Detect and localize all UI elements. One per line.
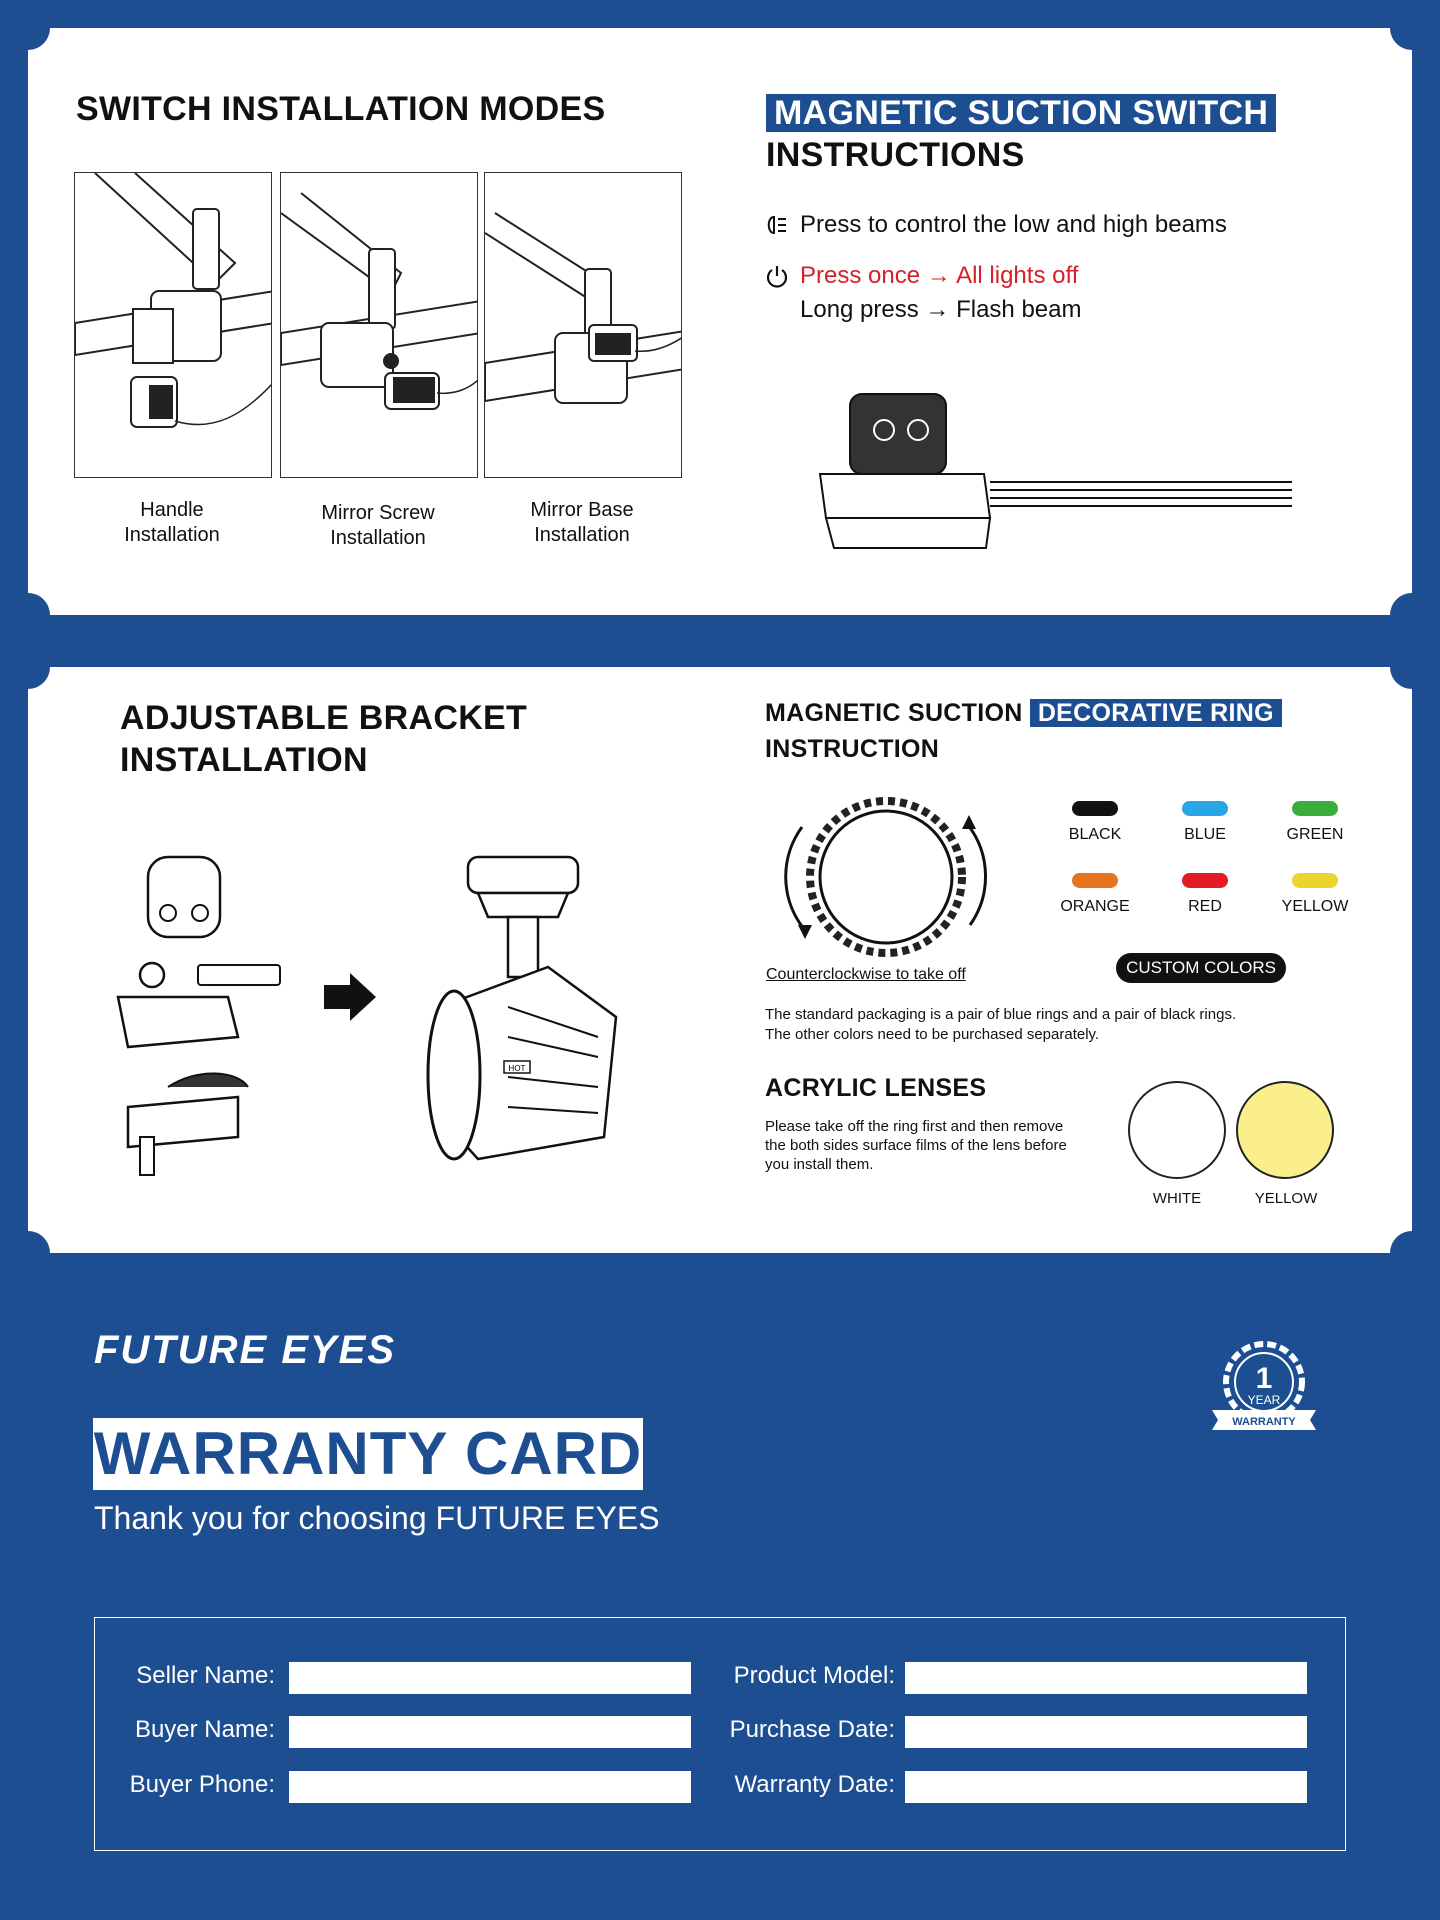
product-model-input[interactable]	[905, 1662, 1307, 1694]
mirror-screw-installation-caption: Mirror Screw Installation	[321, 502, 435, 549]
hot-label: HOT	[508, 1064, 526, 1073]
ring-title-line2: INSTRUCTION	[765, 735, 940, 763]
handle-installation-caption: Handle Installation	[124, 499, 220, 546]
one-year-warranty-badge	[1206, 1336, 1324, 1436]
panel-notch	[6, 645, 50, 689]
swatch-blue	[1150, 801, 1260, 844]
lenses-title: ACRYLIC LENSES	[765, 1074, 987, 1102]
swatch-orange	[1040, 873, 1150, 916]
mirror-base-installation-caption: Mirror Base Installation	[530, 499, 634, 546]
bracket-ring-panel	[28, 667, 1412, 1253]
bracket-title	[120, 697, 527, 781]
title-highlight: MAGNETIC SUCTION SWITCH	[766, 94, 1276, 132]
beam-control-text: Press to control the low and high beams	[800, 211, 1227, 238]
seller-name-input[interactable]	[289, 1662, 691, 1694]
swatch-label: BLACK	[1068, 826, 1122, 843]
badge-number: 1	[1255, 1362, 1273, 1395]
product-model-label: Product Model:	[733, 1662, 895, 1689]
mirror-base-installation-image	[484, 172, 682, 478]
title-rest: INSTRUCTIONS	[766, 136, 1025, 174]
swatch-pill	[1072, 801, 1118, 816]
bracket-title-line1: ADJUSTABLE BRACKET	[120, 699, 528, 737]
yellow-lens-label: YELLOW	[1254, 1190, 1318, 1207]
swatch-label: BLUE	[1184, 826, 1226, 843]
ring-title-plain: MAGNETIC SUCTION	[765, 699, 1023, 727]
counterclockwise-label: Counterclockwise to take off	[766, 966, 966, 983]
swatch-pill	[1292, 873, 1338, 888]
power-icon	[764, 263, 790, 289]
panel-notch	[1390, 1231, 1434, 1275]
swatch-black	[1040, 801, 1150, 844]
swatch-label: RED	[1188, 898, 1222, 915]
white-lens	[1128, 1081, 1226, 1179]
lenses-desc-line2: the both sides surface films of the lens before	[765, 1137, 1067, 1154]
swatch-label: YELLOW	[1281, 898, 1349, 915]
panel-notch	[1390, 6, 1434, 50]
ring-title	[765, 695, 1282, 767]
lenses-desc-line1: Please take off the ring first and then remove	[765, 1118, 1064, 1135]
lenses-desc-line3: you install them.	[765, 1156, 874, 1173]
bracket-exploded-illustration	[108, 847, 648, 1187]
swatch-pill	[1182, 801, 1228, 816]
lenses-description	[765, 1117, 1067, 1174]
long-press-line	[800, 293, 1081, 327]
buyer-phone-label: Buyer Phone:	[129, 1771, 275, 1798]
warranty-form	[94, 1617, 1346, 1851]
switch-modes-title: SWITCH INSTALLATION MODES	[76, 90, 606, 128]
white-lens-label: WHITE	[1152, 1190, 1202, 1207]
switch-device-illustration	[814, 388, 1294, 558]
panel-notch	[6, 1231, 50, 1275]
buyer-name-label: Buyer Name:	[134, 1716, 275, 1743]
warranty-card-title: WARRANTY CARD	[93, 1418, 643, 1490]
panel-notch	[1390, 593, 1434, 637]
swatch-label: ORANGE	[1060, 898, 1130, 915]
brand-logo: FUTURE EYES	[94, 1328, 397, 1372]
bracket-title-line2: INSTALLATION	[120, 741, 368, 779]
warranty-date-input[interactable]	[905, 1771, 1307, 1803]
seller-name-label: Seller Name:	[136, 1662, 275, 1689]
packaging-note	[765, 1005, 1236, 1045]
badge-year: YEAR	[1247, 1393, 1281, 1407]
buyer-name-input[interactable]	[289, 1716, 691, 1748]
beam-control-line	[764, 208, 1227, 242]
press-once-line	[764, 259, 1078, 293]
swatch-label: GREEN	[1286, 826, 1344, 843]
swatch-green	[1260, 801, 1370, 844]
thank-you-text: Thank you for choosing FUTURE EYES	[94, 1500, 660, 1536]
press-once-text: Press once → All lights off	[800, 262, 1079, 289]
switch-panel	[28, 28, 1412, 615]
panel-notch	[1390, 645, 1434, 689]
switch-instructions-title	[766, 92, 1276, 176]
panel-notch	[6, 6, 50, 50]
swatch-red	[1150, 873, 1260, 916]
warranty-date-label: Warranty Date:	[734, 1771, 895, 1798]
custom-colors-badge: CUSTOM COLORS	[1116, 953, 1286, 983]
purchase-date-label: Purchase Date:	[729, 1716, 895, 1743]
swatch-pill	[1292, 801, 1338, 816]
packaging-note-line1: The standard packaging is a pair of blue rings and a pair of black rings.	[765, 1006, 1237, 1023]
mirror-screw-installation-image	[280, 172, 478, 478]
ring-rotation-illustration	[768, 785, 1004, 975]
swatch-pill	[1182, 873, 1228, 888]
long-press-text: Long press → Flash beam	[800, 296, 1082, 323]
swatch-pill	[1072, 873, 1118, 888]
ring-title-highlight: DECORATIVE RING	[1030, 699, 1282, 727]
yellow-lens	[1236, 1081, 1334, 1179]
panel-notch	[6, 593, 50, 637]
buyer-phone-input[interactable]	[289, 1771, 691, 1803]
packaging-note-line2: The other colors need to be purchased separately.	[765, 1026, 1100, 1043]
purchase-date-input[interactable]	[905, 1716, 1307, 1748]
handle-installation-image	[74, 172, 272, 478]
swatch-yellow	[1260, 873, 1370, 916]
badge-ribbon: WARRANTY	[1232, 1416, 1296, 1428]
headlight-icon	[764, 212, 790, 238]
